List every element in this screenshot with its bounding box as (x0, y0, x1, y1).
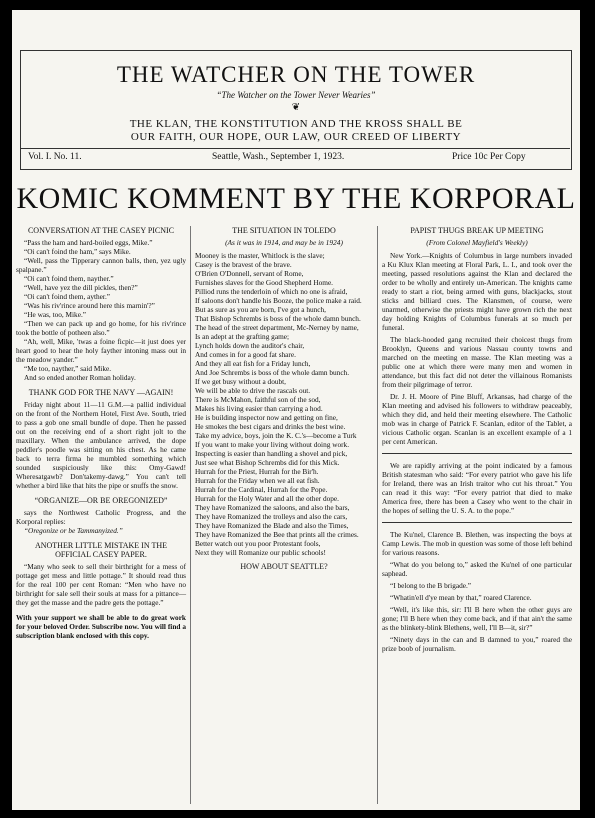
poem-line: They have Romanized the Bee that prints all the crimes. (195, 530, 359, 539)
paragraph: “Ninety days in the can and B damned to you,” roared the prize boob of journalism. (382, 635, 572, 653)
volume-number: Vol. I. No. 11. (28, 152, 82, 162)
paragraph: “Me too, nayther,” said Mike. (24, 364, 112, 373)
paragraph: “Was his riv'rince around here this marnin'?” (24, 301, 155, 310)
column-divider (377, 226, 378, 804)
paragraph: “Well, have yez the dill pickles, then?” (24, 283, 138, 292)
poem-line: The head of the street department, Mc-Nerney by name, (195, 323, 359, 332)
paragraph: “Well, pass the Tipperary cannon balls, then, yez ugly spalpane.” (16, 256, 186, 274)
poem-line: Makes his living easier than carrying a hod. (195, 404, 323, 413)
divider (382, 522, 572, 523)
poem-line: He smokes the best cigars and drinks the best wine. (195, 422, 346, 431)
poem-line: Hurrah for the Cardinal, Hurrah for the Pope. (195, 485, 328, 494)
poem-line: We will be able to drive the rascals out. (195, 386, 311, 395)
paragraph: “What do you belong to,” asked the Ku'nel of one particular saphead. (382, 560, 572, 578)
poem-line: Mooney is the master, Whitlock is the slave; (195, 251, 325, 260)
poem-line: O'Brien O'Donnell, servant of Rome, (195, 269, 304, 278)
paragraph: The Ku'nel, Clarence B. Blethen, was inspecting the boys at Camp Lewis. The mob in question was some of those left behind for various reasons. (382, 530, 572, 557)
poem-line: He is building inspector now and getting on fine, (195, 413, 338, 422)
poem-line: Inspecting is easier than handling a shovel and pick, (195, 449, 348, 458)
column-middle (195, 226, 373, 574)
poem-line: Furnishes slaves for the Good Shepherd Home. (195, 278, 334, 287)
poem-line: Is an adept at the grafting game; (195, 332, 290, 341)
poem-line: And Joe Schrembs is boss of the whole damn bunch. (195, 368, 350, 377)
article-heading: ANOTHER LITTLE MISTAKE IN THE OFFICIAL CASEY PAPER. (34, 541, 168, 559)
subscription-note: With your support we shall be able to do great work for your beloved Order. Subscribe now. You will find a subscription blank enclosed with this copy. (16, 613, 186, 640)
paragraph: “I belong to the B brigade.” (390, 581, 472, 590)
newspaper-page (12, 10, 580, 810)
poem-line: That Bishop Schrembs is boss of the whole damn bunch. (195, 314, 361, 323)
poem-heading: THE SITUATION IN TOLEDO (232, 226, 336, 235)
paragraph: Dr. J. H. Moore of Pine Bluff, Arkansas, had charge of the Klan meeting and advised his followers to withdraw peaceably, which they did, and held their meeting elsewhere. The Catholic mob was in charge of Patrick F. Scanlan, editor of the Tablet, a vicious Catholic organ. Scanlan is an excellent example of a 1 per cent American. (382, 392, 572, 446)
paragraph: “Whatin'ell d'ye mean by that,” roared Clarence. (390, 593, 532, 602)
divider (382, 453, 572, 454)
masthead-motto: “The Watcher on the Tower Never Wearies” (216, 90, 376, 100)
article-heading: PAPIST THUGS BREAK UP MEETING (410, 226, 544, 235)
poem-line: If you want to make your living without doing work. (195, 440, 350, 449)
column-right (382, 226, 572, 653)
poem-line: Better watch out you poor Protestant fools, (195, 539, 321, 548)
divider (20, 148, 570, 149)
paragraph: “Pass the ham and hard-boiled eggs, Mike.” (24, 238, 153, 247)
creed-line-2: OUR FAITH, OUR HOPE, OUR LAW, OUR CREED OF LIBERTY (130, 131, 462, 143)
poem-line: Just see what Bishop Schrembs did for this Mick. (195, 458, 340, 467)
poem-line: They have Romanized the saloons, and also the bars, (195, 503, 350, 512)
poem-line: Hurrah for the Friday when we all eat fish. (195, 476, 320, 485)
paragraph: “Many who seek to sell their birthright for a mess of pottage get mess and little pottage.” It should read thus for the real 100 per cent Roman: “Men who have no birthright for sale sell their souls at mass for a pittance—they get the masse and the padre gets the pottage.” (16, 562, 186, 607)
paragraph: “Then we can pack up and go home, for his riv'rince took the bottle of potheen also.” (16, 319, 186, 337)
masthead-title: THE WATCHER ON THE TOWER (116, 62, 476, 87)
poem-line: Hurrah for the Holy Water and all the other dope. (195, 494, 339, 503)
article-heading: CONVERSATION AT THE CASEY PICNIC (27, 226, 175, 235)
paragraph: Friday night about 11—11 G.M.—a pallid individual on the front of the Northern Hotel, First Ave. South, tried to pass a gob one small bundle of dope. Then he passed out on the receiving end of a short right jolt to the maxillary. When the ambulance arrived, the dope peddler's poodle was sitting on his chest. As he came back to terra firma he mumbled something which sounded suspiciously like this: Omy-Gawd! Wheresatgawb? Don'takemy-dawg.” You can't tell whether a bird like that hits the pipe or snuffs the snow. (16, 400, 186, 490)
poem-body (195, 251, 373, 557)
article-heading: “ORGANIZE—OR BE OREGONIZED” (34, 496, 168, 505)
poem-line: Casey is the bravest of the brave. (195, 260, 292, 269)
paragraph: “Oi can't foind the ham,” says Mike. (24, 247, 131, 256)
article-heading: THANK GOD FOR THE NAVY —AGAIN! (28, 388, 174, 397)
article-source: (From Colonel Mayfield's Weekly) (426, 238, 528, 247)
poem-line: Pilliod runs the tenderloin of which no one is afraid, (195, 287, 348, 296)
column-left (16, 226, 186, 640)
paragraph: New York.—Knights of Columbus in large numbers invaded a Ku Klux Klan meeting at Floral Park, L. I., and took over the meeting, passed resolutions against the Klan and declared the order to be wholly and entirely un-American. The knights came ready to start a riot, being armed with guns, blackjacks, stout sticks and billiard cues. The Klansmen, of course, were unarmed, otherwise the priests might have grown rich the next day holding Knights of Columbus funerals at so much per funeral. (382, 251, 572, 332)
creed-line-1: THE KLAN, THE KONSTITUTION AND THE KROSS SHALL BE (129, 118, 463, 130)
poem-line: If we get busy without a doubt, (195, 377, 286, 386)
paragraph: “Oregonize or be Tammanyized.” (24, 526, 123, 535)
poem-line: Take my advice, boys, join the K. C.'s—become a Turk (195, 431, 357, 440)
dateline: Seattle, Wash., September 1, 1923. (212, 152, 345, 162)
paragraph: “Oi can't foind them, nayther.” (24, 274, 114, 283)
poem-line: If saloons don't handle his Booze, the police make a raid. (195, 296, 362, 305)
price: Price 10c Per Copy (452, 152, 526, 162)
poem-subtitle: (As it was in 1914, and may be in 1924) (225, 238, 343, 247)
poem-line: Next they will Romanize our public schools! (195, 548, 326, 557)
paragraph: “He was, too, Mike.” (24, 310, 87, 319)
paragraph: “Well, it's like this, sir: I'll B here when the other guys are gone; I'll B here when they come back, and if that ain't the same as the blinkety-blink Blethens, well, I'll B—it, sir?” (382, 605, 572, 632)
paragraph: And so ended another Roman holiday. (24, 373, 136, 382)
poem-line: They have Romanized the trolleys and also the cars, (195, 512, 348, 521)
paragraph: says the Northwest Catholic Progress, and the Korporal replies: (16, 508, 186, 526)
paragraph: “Ah, well, Mike, 'twas a foine ficpic—it just does yer heart good to hear the holy fayther intoning mass out in the meadow yander.” (16, 337, 186, 364)
poem-line: Hurrah for the Priest, Hurrah for the Bir'h. (195, 467, 319, 476)
main-headline: KOMIC KOMMENT BY THE KORPORAL (16, 182, 576, 215)
poem-line: There is McMahon, faithful son of the sod, (195, 395, 321, 404)
paragraph: The black-hooded gang recruited their choicest thugs from Brooklyn, Queens and various Nassau county towns and marched on the meeting en masse. The Klan meeting was a public one at which there were many men and women in attendance, but this fact did not deter the villainous Romanists from their pilgrimage of terror. (382, 335, 572, 389)
poem-line: But as sure as you are born, I've got a hunch, (195, 305, 327, 314)
paragraph: “Oi can't foind them, ayther.” (24, 292, 111, 301)
column-divider (190, 226, 191, 804)
poem-line: They have Romanized the Blade and also the Times, (195, 521, 349, 530)
poem-closing: HOW ABOUT SEATTLE? (240, 562, 328, 571)
ornament-icon: ❦ (291, 102, 301, 113)
poem-line: And comes in for a good fat share. (195, 350, 296, 359)
poem-line: Lynch holds down the auditor's chair, (195, 341, 305, 350)
poem-line: And they all eat fish for a Friday lunch, (195, 359, 311, 368)
paragraph: We are rapidly arriving at the point indicated by a famous British statesman who said: “For every patriot who gave his life for Ireland, there was an Irish traitor who cut his throat.” You can read it this way: “For every patriot that died to make America free, there has been a Casey who went to the chair in the hopes of selling the U. S. A. to the pope.” (382, 461, 572, 515)
